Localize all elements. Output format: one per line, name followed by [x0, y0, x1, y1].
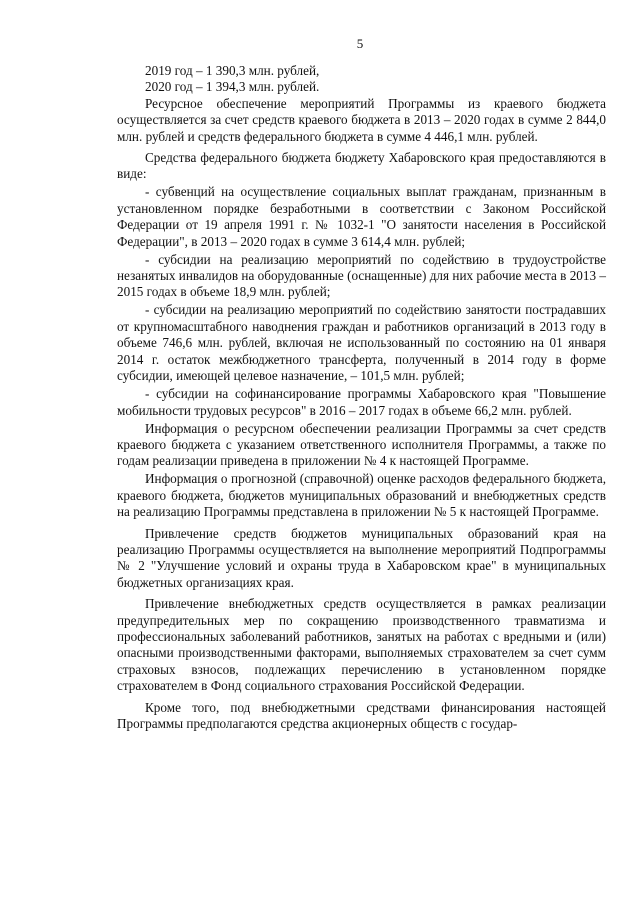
paragraph: Привлечение средств бюджетов муниципальных образований края на реализацию Программы осуществляется на выполнение мероприятий Подпрограммы № 2 "Улучшение условий и охраны труда в Хабаровском крае" в муниципальных бюджетных организациях края. — [117, 525, 606, 590]
list-item: - субсидии на реализацию мероприятий по содействию занятости пострадавших от крупномасштабного наводнения граждан и работников организаций в 2013 году в объеме 746,6 млн. рублей, включая не использованный по состоянию на 01 января 2014 г. остаток межбюджетного трансферта, полученный в 2014 году в форме субсидии, имеющей целевое назначение, – 101,5 млн. рублей; — [117, 302, 606, 384]
paragraph: Информация о прогнозной (справочной) оценке расходов федерального бюджета, краевого бюджета, бюджетов муниципальных образований и внебюджетных средств на реализацию Программы представлена в приложении № 5 к настоящей Программе. — [117, 471, 606, 520]
paragraph: Кроме того, под внебюджетными средствами финансирования настоящей Программы предполагаются средства акционерных обществ с государ- — [117, 699, 606, 731]
paragraph: 2019 год – 1 390,3 млн. рублей, — [145, 63, 320, 78]
paragraph: Привлечение внебюджетных средств осуществляется в рамках реализации предупредительных мер по сокращению производственного травматизма и профессиональных заболеваний работников, занятых на работах с вредными и (или) опасными производственными факторами, выполняемых страхователем за счет сумм страховых взносов, подлежащих перечислению в установленном порядке страхователем в Фонд социального страхования Российской Федерации. — [117, 596, 606, 694]
paragraph: Информация о ресурсном обеспечении реализации Программы за счет средств краевого бюджета с указанием ответственного исполнителя Программы, а также по годам реализации приведена в приложении № 4 к настоящей Программе. — [117, 420, 606, 469]
document-body — [117, 63, 606, 734]
paragraph: 2020 год – 1 394,3 млн. рублей. — [145, 79, 320, 95]
list-item: - субвенций на осуществление социальных выплат гражданам, признанным в установленном порядке безработными в соответствии с Законом Российской Федерации от 19 апреля 1991 г. № 1032-1 "О занятости населения в Российской Федерации", в 2013 – 2020 годах в сумме 3 614,4 млн. рублей; — [117, 184, 606, 249]
list-item: - субсидии на реализацию мероприятий по содействию в трудоустройстве незанятых инвалидов на оборудованные (оснащенные) для них рабочие места в 2013 – 2015 годах в объеме 18,9 млн. рублей; — [117, 251, 606, 300]
list-item: - субсидии на софинансирование программы Хабаровского края "Повышение мобильности трудовых ресурсов" в 2016 – 2017 годах в объеме 66,2 млн. рублей. — [117, 386, 606, 418]
page-number: 5 — [356, 36, 364, 51]
paragraph: Средства федерального бюджета бюджету Хабаровского края предоставляются в виде: — [117, 150, 606, 182]
paragraph: Ресурсное обеспечение мероприятий Программы из краевого бюджета осуществляется за счет средств краевого бюджета в 2013 – 2020 годах в сумме 2 844,0 млн. рублей и средств федерального бюджета в сумме 4 446,1 млн. рублей. — [117, 95, 606, 144]
